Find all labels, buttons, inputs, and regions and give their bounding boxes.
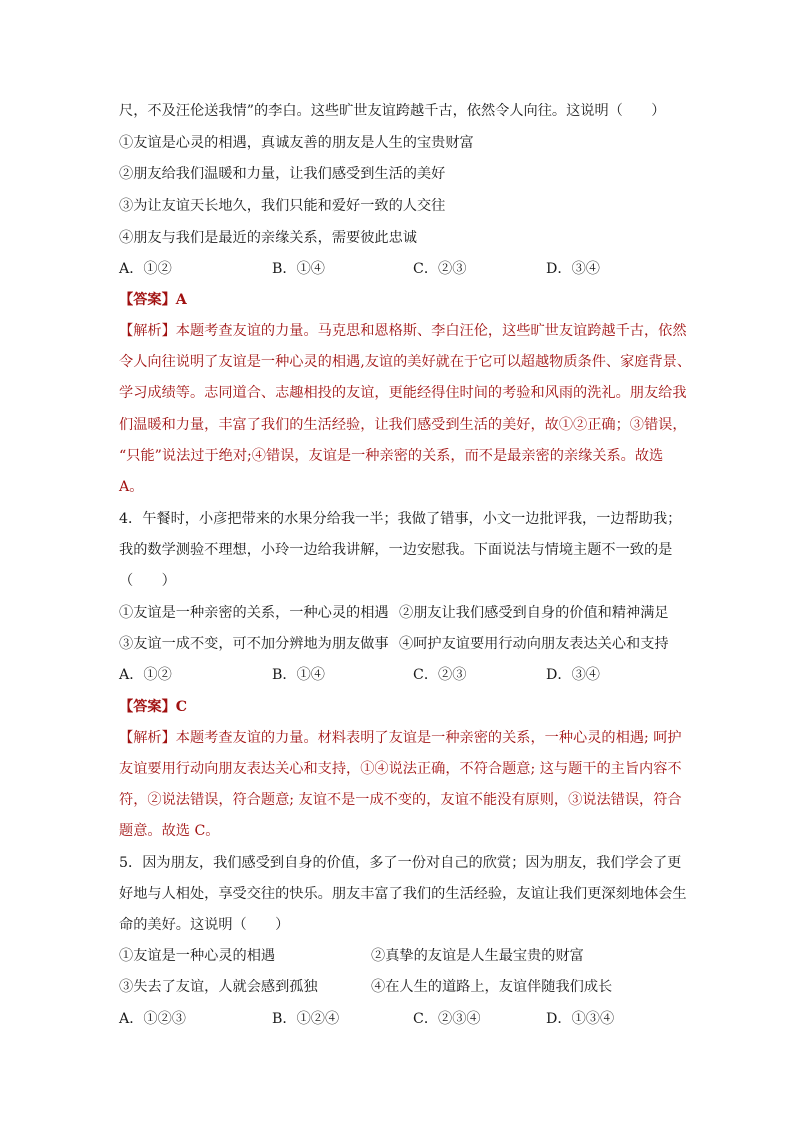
q3-analysis-line-6: A。 <box>119 479 144 495</box>
q3-item-1: ①友谊是心灵的相遇，真诚友善的朋友是人生的宝贵财富 <box>119 135 474 151</box>
q3-analysis-line-5: “只能”说法过于绝对;④错误，友谊是一种亲密的关系，而不是最亲密的亲缘关系。故选 <box>119 448 664 464</box>
q5-item-2: ②真挚的友谊是人生最宝贵的财富 <box>371 948 584 964</box>
q4-option-a: A．①② <box>119 667 172 683</box>
q3-item-4: ④朋友与我们是最近的亲缘关系，需要彼此忠诚 <box>119 230 417 246</box>
q4-option-c: C．②③ <box>413 667 467 683</box>
q3-item-3: ③为让友谊天长地久，我们只能和爱好一致的人交往 <box>119 198 446 214</box>
q5-stem-line-2: 好地与人相处，享受交往的快乐。朋友丰富了我们的生活经验，友谊让我们更深刻地体会生 <box>119 886 687 902</box>
q4-item-3: ③友谊一成不变，可不加分辨地为朋友做事 <box>119 636 389 652</box>
q3-analysis-line-3: 学习成绩等。志同道合、志趣相投的友谊，更能经得住时间的考验和风雨的洗礼。朋友给我 <box>119 385 687 401</box>
q5-item-3: ③失去了友谊，人就会感到孤独 <box>119 979 318 995</box>
q4-stem-line-3: （ ） <box>119 573 176 589</box>
q3-analysis-line-4: 们温暖和力量，丰富了我们的生活经验，让我们感受到生活的美好，故①②正确；③错误， <box>119 417 687 433</box>
q3-option-b: B．①④ <box>272 261 325 277</box>
q4-analysis-line-3: 符，②说法错误，符合题意; 友谊不是一成不变的，友谊不能没有原则，③说法错误，符合 <box>119 792 682 808</box>
q4-item-4: ④呵护友谊要用行动向朋友表达关心和支持 <box>399 636 669 652</box>
q5-item-1: ①友谊是一种心灵的相遇 <box>119 948 276 964</box>
q5-option-a: A．①②③ <box>119 1011 186 1027</box>
q5-stem-line-3: 命的美好。这说明（ ） <box>119 917 290 933</box>
q4-option-d: D．③④ <box>546 667 600 683</box>
q3-stem-tail: 尺，不及汪伦送我情”的李白。这些旷世友谊跨越千古，依然令人向往。这说明（ ） <box>119 103 666 119</box>
q3-answer: 【答案】A <box>119 292 187 308</box>
q3-option-c: C．②③ <box>413 261 467 277</box>
q3-analysis-line-2: 令人向往说明了友谊是一种心灵的相遇,友谊的美好就在于它可以超越物质条件、家庭背景、 <box>119 354 692 370</box>
q3-option-a: A．①② <box>119 261 172 277</box>
q4-item-2: ②朋友让我们感受到自身的价值和精神满足 <box>399 605 669 621</box>
q5-option-c: C．②③④ <box>413 1011 481 1027</box>
q4-analysis-line-4: 题意。故选 C。 <box>119 823 220 839</box>
q4-answer: 【答案】C <box>119 699 188 715</box>
q4-option-b: B．①④ <box>272 667 325 683</box>
q4-analysis-line-1: 【解析】本题考查友谊的力量。材料表明了友谊是一种亲密的关系，一种心灵的相遇; 呵护 <box>119 730 682 746</box>
q3-analysis-line-1: 【解析】本题考查友谊的力量。马克思和恩格斯、李白汪伦，这些旷世友谊跨越千古，依然 <box>119 323 687 339</box>
q4-analysis-line-2: 友谊要用行动向朋友表达关心和支持，①④说法正确，不符合题意; 这与题干的主旨内容不 <box>119 761 682 777</box>
q5-option-b: B．①②④ <box>272 1011 340 1027</box>
q4-stem-line-2: 我的数学测验不理想，小玲一边给我讲解，一边安慰我。下面说法与情境主题不一致的是 <box>119 542 673 558</box>
q3-option-d: D．③④ <box>546 261 600 277</box>
q4-stem-line-1: 4．午餐时，小彦把带来的水果分给我一半；我做了错事，小文一边批评我，一边帮助我； <box>119 511 682 527</box>
q5-item-4: ④在人生的道路上，友谊伴随我们成长 <box>371 979 613 995</box>
q4-item-1: ①友谊是一种亲密的关系，一种心灵的相遇 <box>119 605 389 621</box>
q5-stem-line-1: 5．因为朋友，我们感受到自身的价值，多了一份对自己的欣赏；因为朋友，我们学会了更 <box>119 855 682 871</box>
q5-option-d: D．①③④ <box>546 1011 615 1027</box>
q3-item-2: ②朋友给我们温暖和力量，让我们感受到生活的美好 <box>119 166 446 182</box>
